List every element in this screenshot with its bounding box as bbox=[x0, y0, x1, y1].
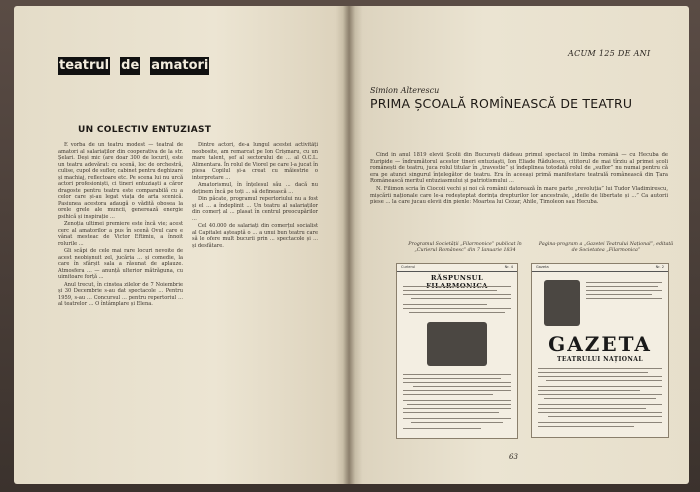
running-head: ACUM 125 DE ANI bbox=[568, 49, 651, 58]
poster-meta-right: Nr. 4 bbox=[504, 265, 513, 269]
poster-subtitle: TEATRULUI NAȚIONAL bbox=[557, 356, 643, 363]
poster-meta-left: Curierul bbox=[401, 265, 416, 269]
paragraph: Anul trecut, în cinstea zilelor de 7 Noiembrie și 30 Decembrie s-au dat spectacole ... Pentru 1959, s-au ... Concursul ... pentru repertoriul ... al teatrelor ... O întâmplare și Elena. bbox=[58, 281, 183, 307]
paragraph: Amatorismul, în înțelesul său ... dacă nu deținem încă pe toți ... să definească ... bbox=[192, 182, 318, 195]
paragraph: E vorba de un teatru modest — teatral de amatori al salariaților din cooperativa de la str. Șelari. Deși mic (are doar 300 de locuri), este un teatru adevărat: cu scenă, loc de orchestră, culise, cupol de suflor, cabinet pentru deghizare și machiaj, reflectoare etc. Pe scena lui nu urcă actori profesioniști, ci tineri entuziaști a căror dragoste pentru teatru este comparabilă cu a celor care și-au legat viața de arta scenică. Pasiunea acestora adaugă o vădită obosea la orele grele ale muncii, generează energie psihică și inspirație ... bbox=[58, 142, 183, 220]
left-column-a bbox=[58, 142, 183, 448]
program-illustration-left bbox=[396, 263, 518, 439]
article-subheading: UN COLECTIV ENTUZIAST bbox=[78, 125, 212, 135]
masthead-word-2: de bbox=[121, 58, 140, 73]
book-gutter bbox=[343, 6, 355, 484]
paragraph: N. Filimon scria în Ciocoii vechi și noi că românii datorează în mare parte „revoluția” lui Tudor Vladimirescu, mișcării naționale care le-a redeșteptat dorința drepturilor lor ancestrale, „ideile de libertate și ...” Ca autorii piese ... la care jucau elevii din pienle: Moartea lui Cezar, Ahile, Timoleon sau Hecuba. bbox=[370, 185, 668, 206]
paragraph: Zenoția ultimei premiere este încă vie; acest cerc al amatorilor a pus în scenă Ovul care e vânat mesteac de Victor Eftimiu, a înnoit rolurile ... bbox=[58, 221, 183, 247]
poster-masthead: RĂSPUNSUL bbox=[430, 274, 484, 282]
poster-engraving bbox=[427, 322, 487, 366]
masthead-word-3: amatori bbox=[151, 58, 209, 73]
figure-caption-left: Programul Societății „Filarmonice” publicat în „Curierul Românesc” din 7 Ianuarie 1834 bbox=[408, 242, 522, 253]
right-body-text bbox=[370, 152, 668, 242]
article-author: Simion Alterescu bbox=[370, 86, 440, 95]
poster-meta-right: Nr. 2 bbox=[655, 265, 664, 269]
poster-meta-left: Gazeta bbox=[536, 265, 549, 269]
page-number: 63 bbox=[509, 453, 518, 461]
article-title: PRIMA ȘCOALĂ ROMÎNEASCĂ DE TEATRU bbox=[370, 96, 633, 111]
paragraph: Din păcate, programul repertoriului nu a fost și el ... a îndeplinit ... Un teatru al salariaților din comerț al ... plasat în centrul preocupărilor ... bbox=[192, 196, 318, 222]
paragraph: Gli scăpi de cele mai rare locuri nevoite de acest neobișnuit zel, jucăria ... și comedie, la care în sfârșit sala a răsunat de aplauze. Atmosfera ... — anunță ulterior mătrăguna, cu uimitoare forță ... bbox=[58, 248, 183, 280]
section-masthead bbox=[58, 56, 270, 76]
paragraph: Cînd în anul 1819 elevii Școlii din București dădeau primul spectacol în limba română — cu Hecuba de Euripide — îndrumătorul acestor tineri entuziaști, Ion Eliade Rădulescu, cititorul de mai tîrziu al primei școli românești de teatru, juca rolul titular în „travestie” și îndeplinea totodată rolul de „suflor” nu numai pentru că era pe atunci singurul înțelegător de teatru. Era în aceeași primă manifestare teatrală românească din Țara Românească meritul entuziasmului și patriotismului ... bbox=[370, 152, 668, 185]
paragraph: Cel 40.000 de salariați din comerțul socialist al Capitalei așteaptă o ... a unui bun teatru care să le ofere mult bucurii prin ... spectacole și ... și desfătare. bbox=[192, 223, 318, 249]
figure-caption-right: Pagina-program a „Gazetei Teatrului Național”, editată de Societatea „Filarmonica” bbox=[538, 242, 674, 253]
poster-masthead: GAZETA bbox=[548, 332, 652, 356]
left-column-b bbox=[192, 142, 318, 448]
masthead-word-1: teatrul bbox=[59, 58, 110, 73]
paragraph: Dintre actori, de-a lungul acestei activități neobosite, am remarcat pe Ion Crișmaru, cu un mare talent, șef al sectorului de ... al O.C.L. Alimentara. În rolul de Viorel pe care l-a jucat în piesa Copilul și-a creat cu măiestrie o interpretare ... bbox=[192, 142, 318, 181]
program-illustration-right bbox=[531, 263, 669, 438]
poster-emblem bbox=[544, 280, 580, 326]
